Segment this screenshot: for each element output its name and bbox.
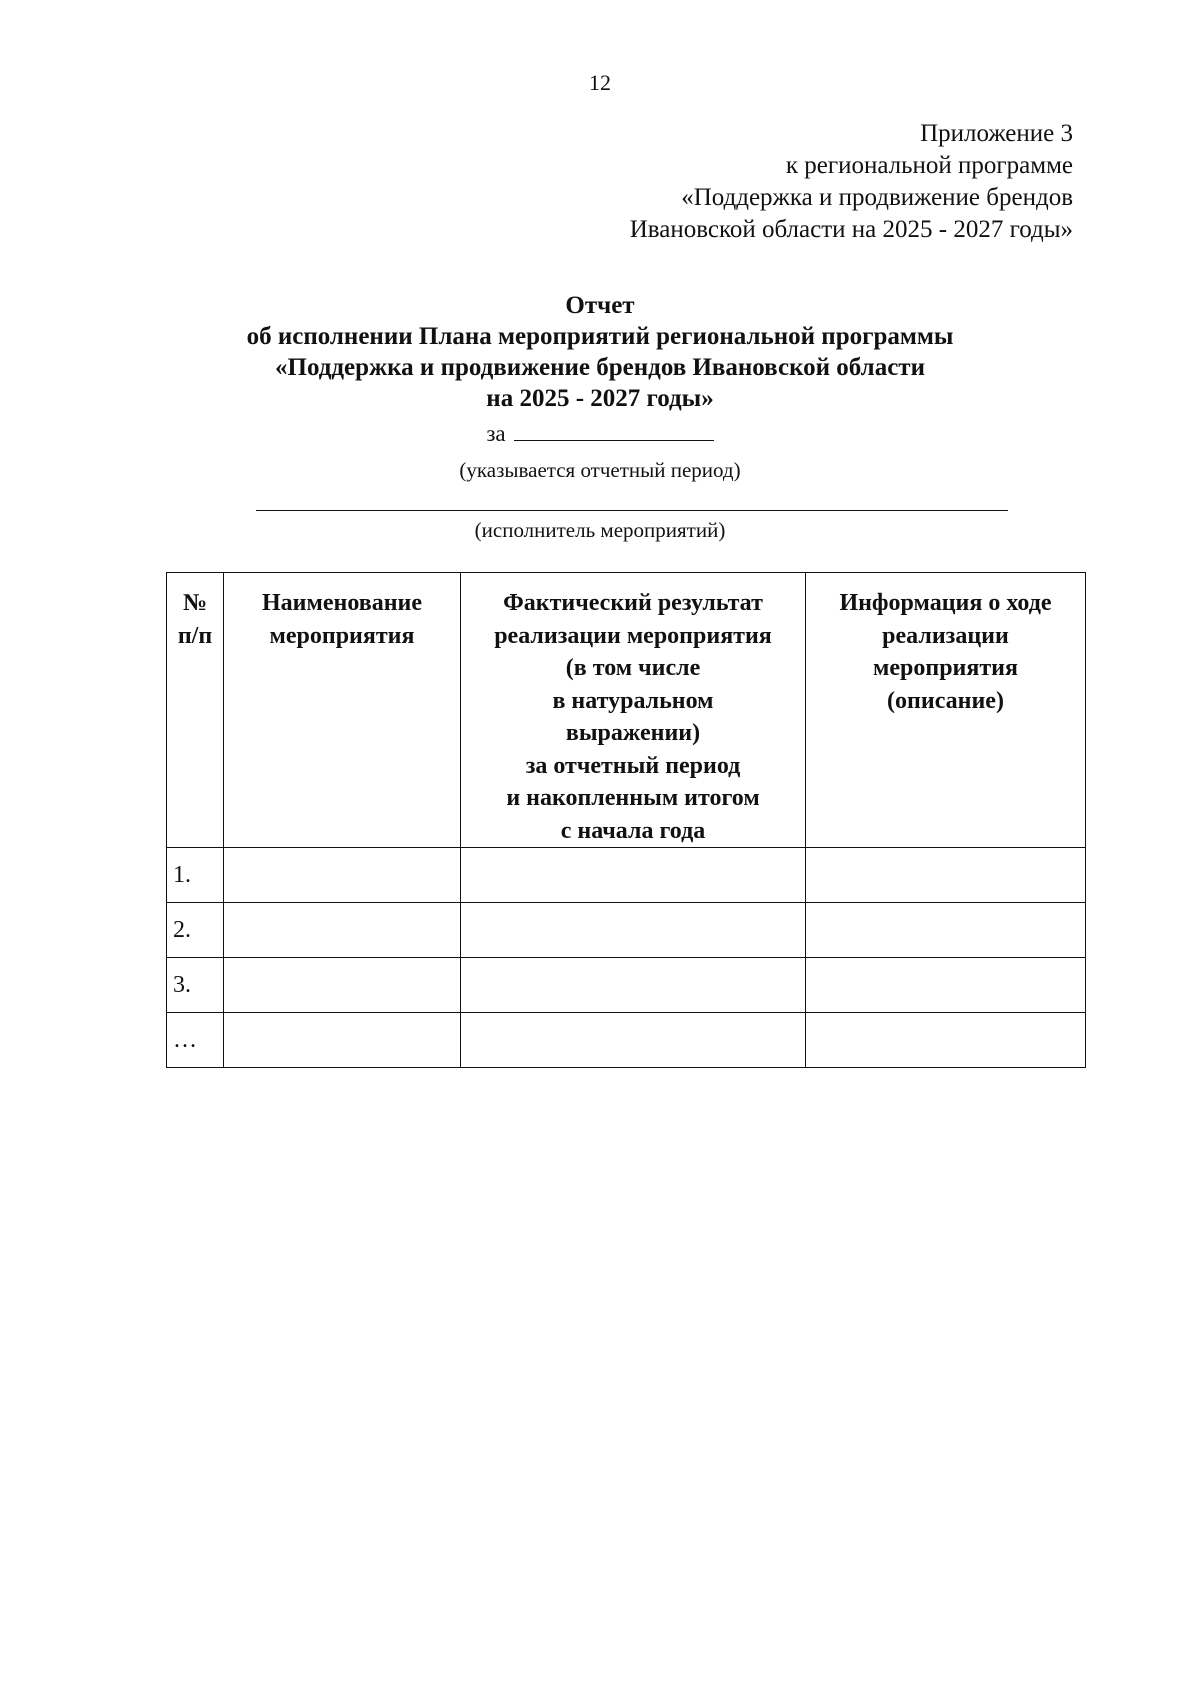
row-actual-result-cell[interactable] — [461, 958, 806, 1013]
page-number: 12 — [589, 70, 611, 95]
row-number: 3. — [167, 958, 224, 1013]
header-line: и накопленным итогом — [506, 785, 760, 811]
executor-caption: (исполнитель мероприятий) — [474, 518, 726, 542]
header-line: п/п — [177, 622, 213, 649]
table-row — [167, 903, 1086, 958]
row-number: 1. — [167, 848, 224, 903]
header-progress-info — [806, 573, 1086, 848]
table-row — [167, 958, 1086, 1013]
row-event-name-cell[interactable] — [224, 1013, 461, 1068]
header-line: мероприятия — [873, 655, 1018, 681]
row-event-name-cell[interactable] — [224, 903, 461, 958]
header-line: с начала года — [560, 817, 706, 844]
header-line: реализации — [882, 622, 1009, 649]
header-line: Наименование — [262, 590, 422, 616]
row-progress-info-cell[interactable] — [806, 848, 1086, 903]
period-prefix: за — [486, 421, 506, 446]
row-progress-info-cell[interactable] — [806, 958, 1086, 1013]
header-line: реализации мероприятия — [494, 622, 772, 649]
row-progress-info-cell[interactable] — [806, 1013, 1086, 1068]
row-event-name-cell[interactable] — [224, 958, 461, 1013]
appendix-line: «Поддержка и продвижение брендов — [681, 184, 1073, 211]
header-line: за отчетный период — [525, 752, 741, 779]
appendix-line: Приложение 3 — [920, 120, 1073, 147]
table-row — [167, 848, 1086, 903]
header-line: мероприятия — [269, 622, 415, 649]
period-caption: (указывается отчетный период) — [459, 458, 741, 482]
appendix-note — [630, 118, 1073, 246]
reporting-period-line — [0, 420, 1200, 446]
row-number: … — [167, 1013, 224, 1068]
header-line: в натуральном — [552, 687, 714, 714]
row-number: 2. — [167, 903, 224, 958]
report-subtitle-line: «Поддержка и продвижение брендов Ивановской области — [275, 354, 925, 381]
row-progress-info-cell[interactable] — [806, 903, 1086, 958]
report-table — [166, 572, 1086, 1068]
row-event-name-cell[interactable] — [224, 848, 461, 903]
header-line: Фактический результат — [503, 590, 763, 616]
header-line: выражении) — [565, 720, 701, 746]
header-line: (в том числе — [565, 655, 701, 681]
report-subtitle-line: на 2025 - 2027 годы» — [486, 385, 714, 412]
report-heading: Отчет — [565, 292, 635, 319]
table-header-row — [167, 573, 1086, 848]
header-line: (описание) — [887, 687, 1004, 714]
row-actual-result-cell[interactable] — [461, 1013, 806, 1068]
table-row — [167, 1013, 1086, 1068]
period-blank-field[interactable] — [514, 420, 714, 441]
appendix-line: Ивановской области на 2025 - 2027 годы» — [629, 216, 1073, 243]
report-subtitle-line: об исполнении Плана мероприятий региональной программы — [246, 323, 954, 350]
header-line: № — [182, 590, 208, 616]
header-number — [167, 573, 224, 848]
appendix-line: к региональной программе — [785, 152, 1073, 179]
report-title — [0, 290, 1200, 414]
header-actual-result — [461, 573, 806, 848]
row-actual-result-cell[interactable] — [461, 848, 806, 903]
header-event-name — [224, 573, 461, 848]
row-actual-result-cell[interactable] — [461, 903, 806, 958]
header-line: Информация о ходе — [839, 590, 1052, 616]
executor-blank-field[interactable] — [256, 510, 1008, 511]
